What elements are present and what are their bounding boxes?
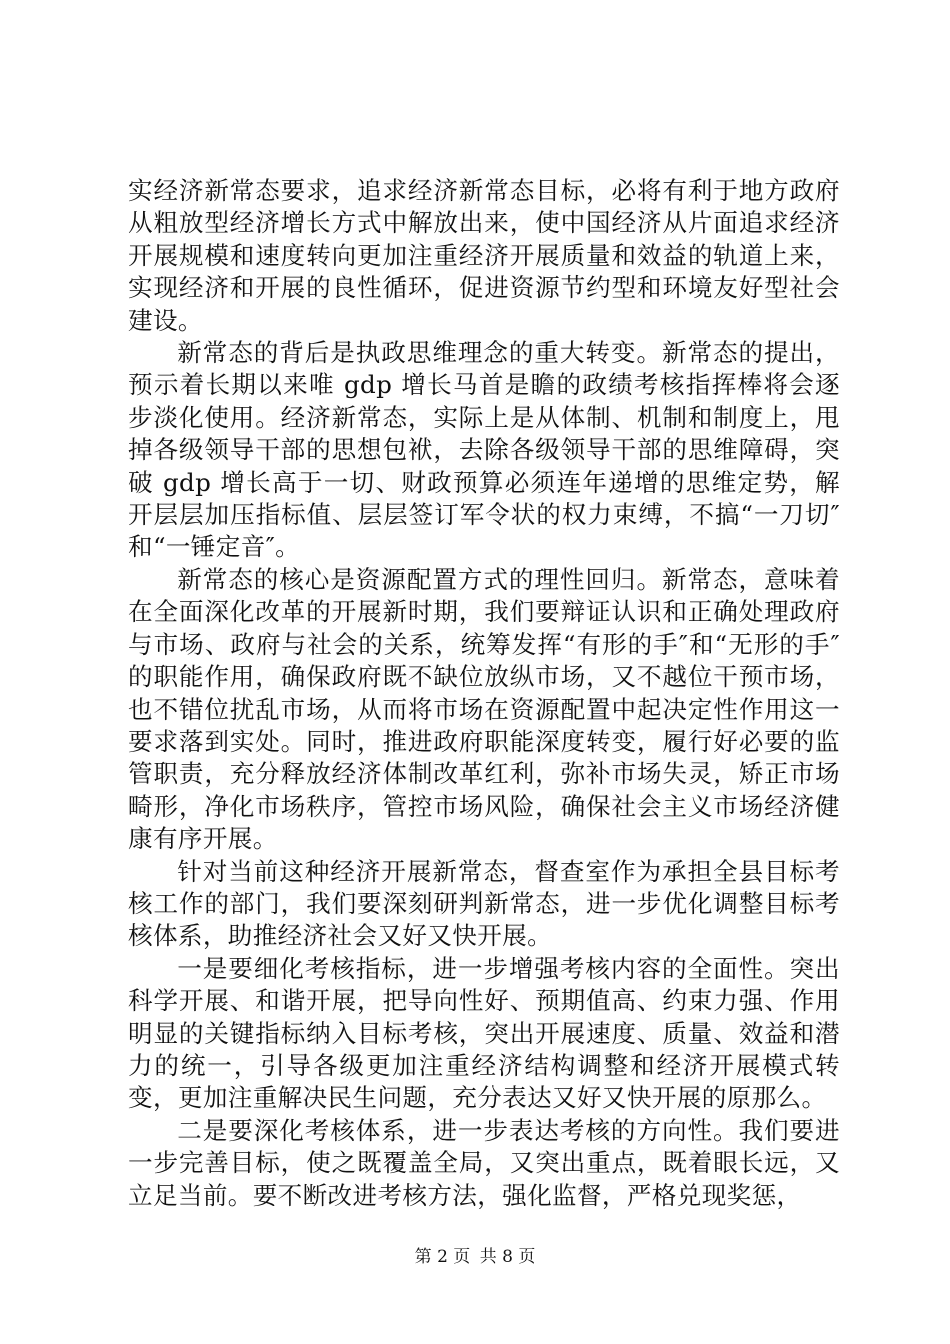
paragraph-inspection-office: 针对当前这种经济开展新常态，督查室作为承担全县目标考核工作的部门，我们要深刻研判新常态，进一步优化调整目标考核体系，助推经济社会又好又快开展。 (128, 856, 840, 951)
page-footer (0, 1242, 950, 1267)
paragraph-resource-allocation: 新常态的核心是资源配置方式的理性回归。新常态，意味着在全面深化改革的开展新时期，我们要辩证认识和正确处理政府与市场、政府与社会的关系，统筹发挥“有形的手″和“无形的手″的职能作用，确保政府既不缺位放纵市场，又不越位干预市场，也不错位扰乱市场，从而将市场在资源配置中起决定性作用这一要求落到实处。同时，推进政府职能深度转变，履行好必要的监管职责，充分释放经济体制改革红利，弥补市场失灵，矫正市场畸形，净化市场秩序，管控市场风险，确保社会主义市场经济健康有序开展。 (128, 564, 840, 854)
page-number: 第 2 页 (414, 1247, 471, 1267)
page-total: 共 8 页 (479, 1247, 536, 1267)
paragraph-point-two: 二是要深化考核体系，进一步表达考核的方向性。我们要进一步完善目标，使之既覆盖全局，又突出重点，既着眼长远，又立足当前。要不断改进考核方法，强化监督，严格兑现奖惩， (128, 1115, 840, 1210)
paragraph-continued: 实经济新常态要求，追求经济新常态目标，必将有利于地方政府从粗放型经济增长方式中解放出来，使中国经济从片面追求经济开展规模和速度转向更加注重经济开展质量和效益的轨道上来，实现经济和开展的良性循环，促进资源节约型和环境友好型社会建设。 (128, 176, 840, 335)
paragraph-new-normal-mindset: 新常态的背后是执政思维理念的重大转变。新常态的提出，预示着长期以来唯 gdp 增长马首是瞻的政绩考核指挥棒将会逐步淡化使用。经济新常态，实际上是从体制、机制和制度上，甩掉各级领导干部的思想包袱，去除各级领导干部的思维障碍，突破 gdp 增长高于一切、财政预算必须连年递增的思维定势，解开层层加压指标值、层层签订军令状的权力束缚，不搞“一刀切″和“一锤定音″。 (128, 338, 840, 562)
document-body (128, 175, 840, 1212)
paragraph-point-one: 一是要细化考核指标，进一步增强考核内容的全面性。突出科学开展、和谐开展，把导向性好、预期值高、约束力强、作用明显的关键指标纳入目标考核，突出开展速度、质量、效益和潜力的统一，引导各级更加注重经济结构调整和经济开展模式转变，更加注重解决民生问题，充分表达又好又快开展的原那么。 (128, 953, 840, 1113)
